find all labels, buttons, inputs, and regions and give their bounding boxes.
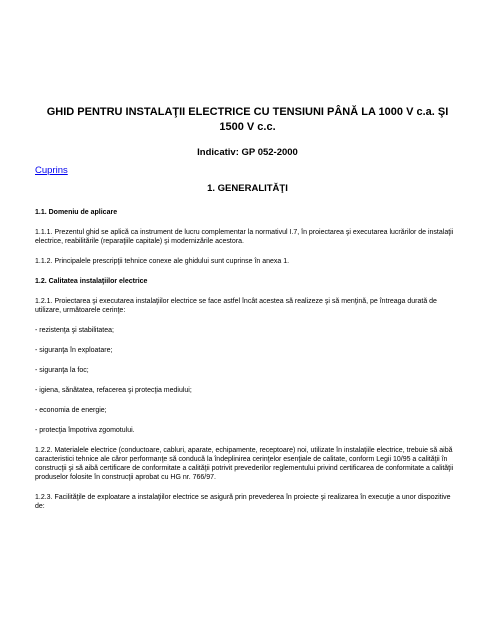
- section-heading: 1.2. Calitatea instalaţiilor electrice: [35, 278, 148, 285]
- document-title: [40, 105, 455, 135]
- paragraph: 1.2.3. Facilităţile de exploatare a instalaţiilor electrice se asigură prin prevederea în proiecte şi realizarea în execuţie a unor dispozitive de:: [35, 494, 451, 510]
- document-title-line-2: 1500 V c.c.: [219, 121, 276, 133]
- list-item: - economia de energie;: [35, 407, 107, 414]
- toc-link[interactable]: Cuprins: [35, 165, 68, 176]
- section-heading: 1.1. Domeniu de aplicare: [35, 209, 118, 216]
- list-item: - siguranţa în exploatare;: [35, 347, 113, 354]
- document-title-line-1: GHID PENTRU INSTALAŢII ELECTRICE CU TENSIUNI PÂNĂ LA 1000 V c.a. ŞI: [46, 106, 449, 118]
- paragraph: 1.1.2. Principalele prescripţii tehnice conexe ale ghidului sunt cuprinse în anexa 1.: [35, 258, 290, 265]
- paragraph: 1.2.1. Proiectarea şi executarea instalaţiilor electrice se face astfel încât acestea să realizeze şi să menţină, pe întreaga durată de utilizare, următoarele cerinţe:: [35, 298, 437, 314]
- paragraph: 1.2.2. Materialele electrice (conductoare, cabluri, aparate, echipamente, receptoare) noi, utilizate în instalaţiile electrice, trebuie să aibă caracteristici tehnice ale căror performanţe să conducă la îndeplinirea cerinţelor esenţiale de calitate, conform Legii 10/95 a calităţii în construcţii şi să aibă certificare de conformitate a calităţii potrivit prevederilor reglementului privind certificarea de conformitate a calităţii produselor folosite în construcţii aprobat cu HG nr. 766/97.: [35, 447, 454, 481]
- chapter-title: 1. GENERALITĂŢI: [207, 183, 288, 194]
- paragraph: 1.1.1. Prezentul ghid se aplică ca instrument de lucru complementar la normativul I.7, în proiectarea şi executarea lucrărilor de instalaţii electrice, reabilitările (reparaţiile capitale) şi modernizările acestora.: [35, 229, 454, 245]
- document-indicativ: Indicativ: GP 052-2000: [197, 147, 298, 158]
- list-item: - siguranţa la foc;: [35, 367, 89, 374]
- list-item: - protecţia împotriva zgomotului.: [35, 427, 135, 434]
- list-item: - igiena, sănătatea, refacerea şi protecţia mediului;: [35, 387, 192, 394]
- document-body: [35, 208, 460, 522]
- list-item: - rezistenţa şi stabilitatea;: [35, 327, 114, 334]
